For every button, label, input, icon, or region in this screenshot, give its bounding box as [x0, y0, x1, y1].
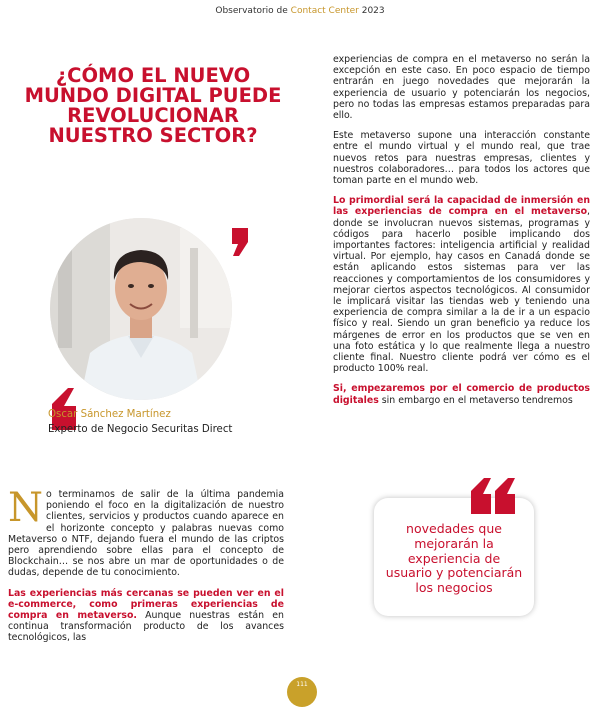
header-prefix: Observatorio de — [215, 6, 288, 16]
right-paragraph-2: Este metaverso supone una interacción constante entre el mundo virtual y el mundo real, que trae nuevos retos para nuestras empresas, clientes y nuestros colaboradores… para todos los actores que toman parte en el mundo web. — [333, 130, 590, 187]
article-title: ¿CÓMO EL NUEVO MUNDO DIGITAL PUEDE REVOLUCIONAR NUESTRO SECTOR? — [24, 64, 282, 147]
author-name: Oscar Sánchez Martínez — [48, 409, 171, 420]
drop-cap: N — [8, 485, 43, 531]
author-role: Experto de Negocio Securitas Direct — [48, 424, 233, 435]
left-p2-text: Aunque nuestras están en continua transformación producto de los avances tecnológicos, las — [8, 610, 284, 644]
right-paragraph-1: experiencias de compra en el metaverso no serán la excepción en este caso. En poco espacio de tiempo entrarán en juego novedades que mejorarán la experiencia de usuario y potenciarán los negocios, pero no todas las empresas estamos preparadas para ello. — [333, 54, 590, 122]
left-column — [8, 485, 284, 653]
right-p3-text: , donde se involucran nuevos sistemas, programas y códigos para hacerlo posible implicando dos importantes factores: inteligencia artificial y realidad virtual. Por ejemplo, hay casos en Canadá donde se están aplicando estos sistemas para ver las reacciones y comportamientos de los consumidores y mejorar ciertos aspectos tecnológicos. Al consumidor le implicará visitar las tiendas web y teniendo una experiencia de compra similar a la de ir a un espacio físico y real. Siendo un gran beneficio ya reduce los márgenes de error en los productos que se ven en una foto estática y lo que realmente llega a nuestro cliente final. Nuestro cliente podrá ver cómo es el producto 100% real. — [333, 206, 590, 375]
pull-quote-text: novedades que mejorarán la experiencia de usuario y potenciarán los negocios — [385, 521, 523, 596]
author-photo — [50, 218, 232, 400]
left-paragraph-1 — [8, 485, 284, 579]
left-p2-highlight: Las experiencias más cercanas se pueden ver en el e-commerce, como primeras experiencias de compra en metaverso. — [8, 587, 284, 622]
header-year: 2023 — [361, 6, 385, 16]
right-column — [333, 54, 590, 415]
page-number: 111 — [287, 677, 317, 707]
right-paragraph-3 — [333, 195, 590, 374]
page-header — [0, 6, 600, 16]
right-p3-highlight: Lo primordial será la capacidad de inmersión en las experiencias de compra en el metaverso — [333, 195, 590, 218]
pull-quote-icon — [471, 478, 515, 514]
right-p4-highlight: Si, empezaremos por el comercio de productos digitales — [333, 383, 590, 406]
right-paragraph-4 — [333, 383, 590, 405]
left-paragraph-2 — [8, 588, 284, 644]
closing-quote-icon — [230, 228, 248, 256]
header-brand: Contact Center — [290, 6, 359, 16]
right-p4-text: sin embargo en el metaverso tendremos — [378, 394, 573, 406]
left-p1-text: o terminamos de salir de la última pandemia poniendo el foco en la digitalización de nuestro clientes, servicios y productos cuando aparece en el horizonte concepto y palabras nuevas como Metaverso o NTF, dejando fuera el mundo de las criptos pero aprendiendo sobre ellas para el concepto de Blockchain… se nos abre un mar de oportunidades o de dudas, depende de tu conocimiento. — [8, 489, 284, 579]
